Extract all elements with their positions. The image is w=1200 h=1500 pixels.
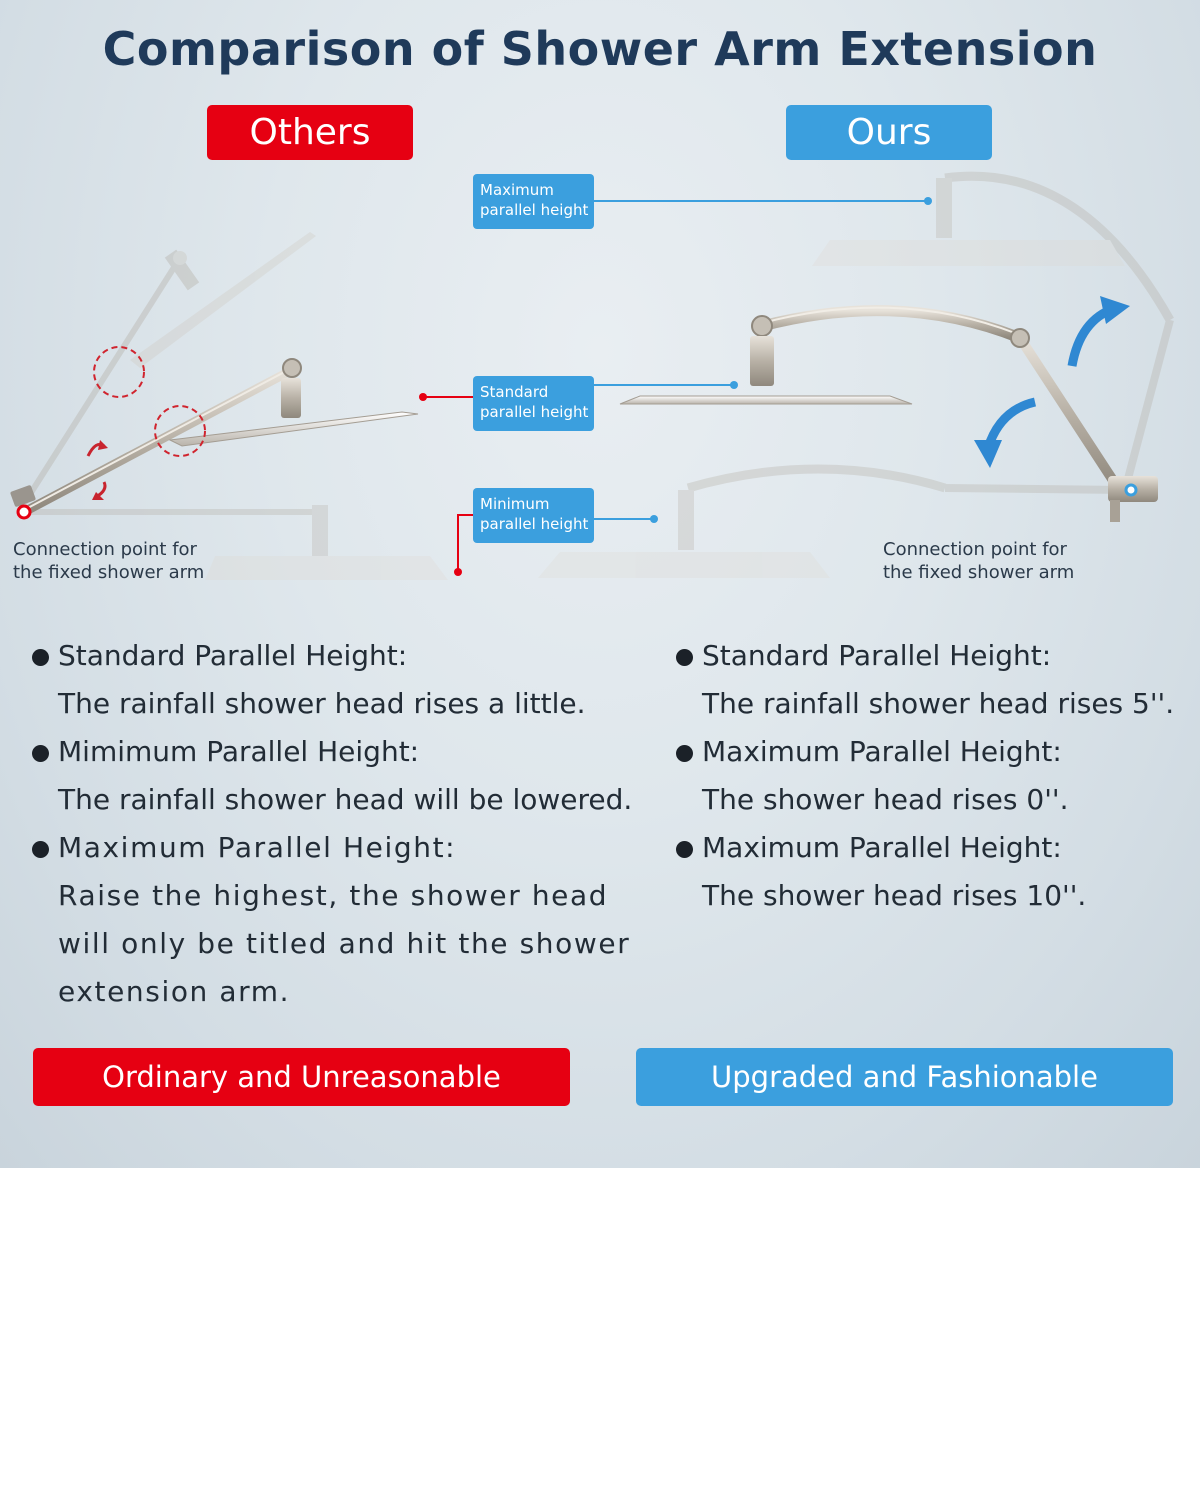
- others-raised-arm: [20, 232, 316, 510]
- list-item: Maximum Parallel Height: The shower head rises 0''.: [676, 728, 1196, 824]
- others-standard-arm: [10, 359, 418, 518]
- others-feature-list: [32, 632, 672, 1016]
- bullet-icon: [676, 745, 693, 762]
- list-item: Mimimum Parallel Height: The rainfall shower head will be lowered.: [32, 728, 672, 824]
- page-title: Comparison of Shower Arm Extension: [102, 22, 1098, 76]
- ours-feature-list: [676, 632, 1196, 920]
- list-item: Maximum Parallel Height: The shower head rises 10''.: [676, 824, 1196, 920]
- others-badge: Others: [207, 105, 413, 160]
- bullet-icon: [676, 649, 693, 666]
- bullet-icon: [32, 745, 49, 762]
- bullet-icon: [32, 841, 49, 858]
- others-connection-caption: Connection point for the fixed shower arm: [13, 539, 205, 583]
- list-item: Standard Parallel Height: The rainfall shower head rises a little.: [32, 632, 672, 728]
- bullet-icon: [676, 841, 693, 858]
- list-item: Maximum Parallel Height: Raise the highest, the shower head will only be titled and hit the shower extension arm.: [32, 824, 672, 1016]
- ours-badge: Ours: [786, 105, 992, 160]
- list-item: Standard Parallel Height: The rainfall shower head rises 5''.: [676, 632, 1196, 728]
- ours-verdict-banner: Upgraded and Fashionable: [636, 1048, 1173, 1106]
- shower-arm-illustration: [0, 0, 1200, 620]
- minimum-height-label: Minimum parallel height: [473, 488, 594, 543]
- standard-height-label: Standard parallel height: [473, 376, 594, 431]
- ours-connection-caption: Connection point for the fixed shower arm: [883, 539, 1075, 583]
- bullet-icon: [32, 649, 49, 666]
- maximum-height-label: Maximum parallel height: [473, 174, 594, 229]
- others-verdict-banner: Ordinary and Unreasonable: [33, 1048, 570, 1106]
